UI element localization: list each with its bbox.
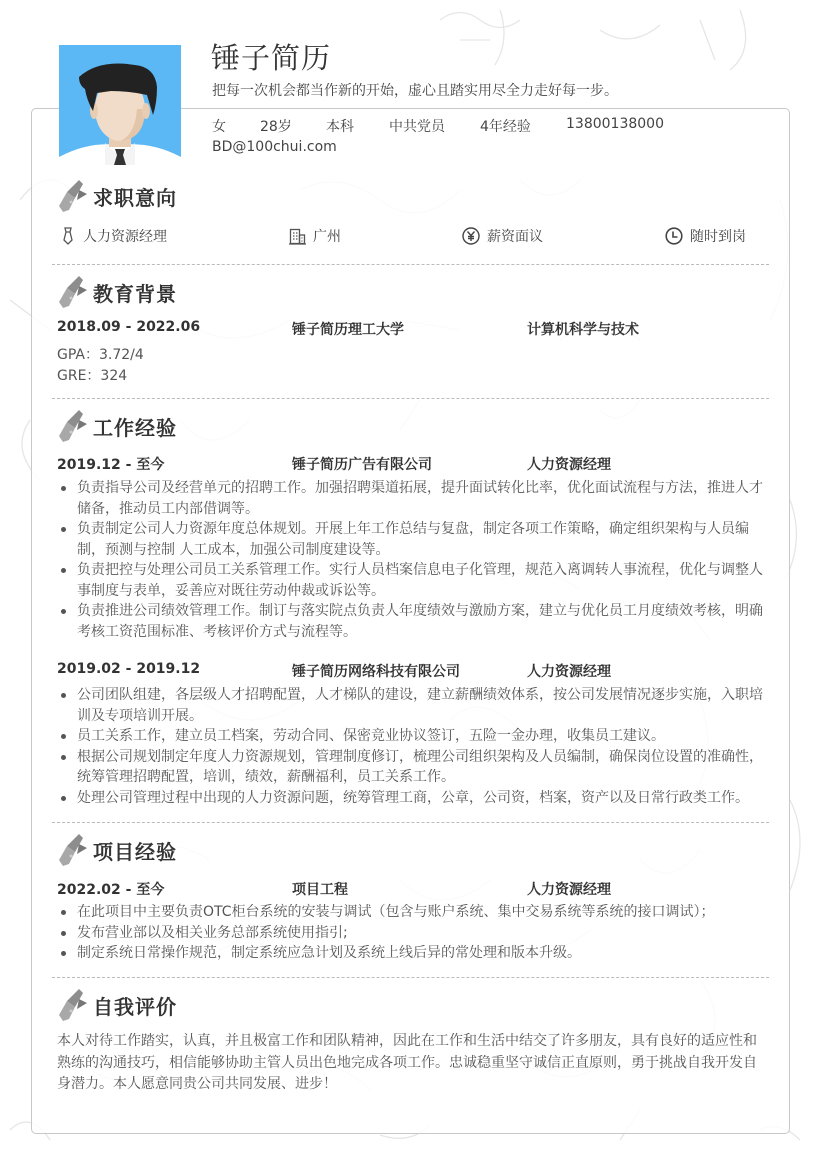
motto: 把每一次机会都当作新的开始，虚心且踏实用尽全力走好每一步。 [212, 83, 618, 99]
email[interactable]: BD@100chui.com [212, 139, 337, 155]
section-divider [52, 977, 769, 978]
intent-salary: 薪资面议 [462, 226, 543, 246]
intent-city: 广州 [289, 226, 341, 246]
gender: 女 [212, 119, 226, 135]
section-divider [52, 264, 769, 265]
candidate-name: 锤子简历 [211, 41, 332, 75]
section-title-project: 项目经验 [57, 832, 177, 868]
section-divider [52, 398, 769, 399]
section-title-intent: 求职意向 [57, 178, 177, 214]
project-duties [57, 902, 769, 964]
building-icon [289, 228, 306, 245]
degree: 本科 [326, 119, 354, 135]
age: 28岁 [260, 119, 292, 135]
yen-icon [462, 227, 480, 245]
list-item: 发布营业部以及相关业务总部系统使用指引; [57, 923, 769, 944]
phone[interactable]: 13800138000 [566, 116, 664, 132]
school-name: 锤子简历理工大学 [292, 322, 404, 338]
education-period: 2018.09 - 2022.06 [57, 319, 201, 335]
clock-icon [665, 227, 683, 245]
self-evaluation-text: 本人对待工作踏实，认真，并且极富工作和团队精神，因此在工作和生活中结交了许多朋友，具有良好的适应性和熟练的沟通技巧，相信能够协助主管人员出色地完成各项工作。忠诚稳重坚守诚信正直原则，勇于挑战自我开发自身潜力。本人愿意同贵公司共同发展、进步！ [57, 1033, 757, 1092]
experience-years: 4年经验 [480, 119, 531, 135]
pen-icon [57, 178, 91, 214]
pen-icon [57, 408, 91, 444]
job-role: 人力资源经理 [527, 664, 611, 680]
project-period: 2022.02 - 至今 [57, 882, 165, 898]
gre: GRE：324 [57, 368, 128, 384]
political-status: 中共党员 [389, 119, 445, 135]
job-role: 人力资源经理 [527, 457, 611, 473]
pen-icon [57, 832, 91, 868]
list-item: 负责制定公司人力资源年度总体规划。开展上年工作总结与复盘，制定各项工作策略，确定组织架构与人员编制，预测与控制 人工成本，加强公司制度建设等。 [57, 519, 769, 560]
list-item: 负责推进公司绩效管理工作。制订与落实院点负责人年度绩效与激励方案，建立与优化员工月度绩效考核，明确考核工资范围标准、考核评价方式与流程等。 [57, 601, 769, 642]
list-item: 公司团队组建，各层级人才招聘配置，人才梯队的建设，建立薪酬绩效体系，按公司发展情况逐步实施，入职培训及专项培训开展。 [57, 685, 769, 726]
gpa: GPA：3.72/4 [57, 347, 144, 363]
project-role: 人力资源经理 [527, 882, 611, 898]
list-item: 员工关系工作，建立员工档案，劳动合同、保密竞业协议签订，五险一金办理，收集员工建议。 [57, 726, 769, 747]
company-name: 锤子简历网络科技有限公司 [292, 664, 460, 680]
section-title-education: 教育背景 [57, 274, 177, 310]
job-2-duties [57, 685, 769, 808]
pen-icon [57, 987, 91, 1023]
intent-availability: 随时到岗 [665, 226, 746, 246]
list-item: 处理公司管理过程中出现的人力资源问题，统筹管理工商，公章，公司资，档案，资产以及日常行政类工作。 [57, 788, 769, 809]
list-item: 负责指导公司及经营单元的招聘工作。加强招聘渠道拓展，提升面试转化比率，优化面试流程与方法，推进人才储备，推动员工内部借调等。 [57, 478, 769, 519]
project-name: 项目工程 [292, 882, 348, 898]
job-period: 2019.02 - 2019.12 [57, 661, 201, 677]
section-title-work: 工作经验 [57, 408, 177, 444]
section-title-self: 自我评价 [57, 987, 177, 1023]
list-item: 根据公司规划制定年度人力资源规划，管理制度修订，梳理公司组织架构及人员编制，确保岗位设置的准确性，统筹管理招聘配置，培训，绩效，薪酬福利，员工关系工作。 [57, 747, 769, 788]
pen-icon [57, 274, 91, 310]
job-period: 2019.12 - 至今 [57, 457, 165, 473]
list-item: 在此项目中主要负责OTC柜台系统的安装与调试（包含与账户系统、集中交易系统等系统的接口调试）； [57, 902, 769, 923]
list-item: 负责把控与处理公司员工关系管理工作。实行人员档案信息电子化管理，规范入离调转人事流程，优化与调整人事制度与表单，妥善应对既往劳动仲裁或诉讼等。 [57, 560, 769, 601]
company-name: 锤子简历广告有限公司 [292, 457, 432, 473]
section-divider [52, 822, 769, 823]
list-item: 制定系统日常操作规范，制定系统应急计划及系统上线后异的常处理和版本升级。 [57, 943, 769, 964]
intent-position: 人力资源经理 [60, 226, 167, 246]
job-1-duties [57, 478, 769, 642]
major: 计算机科学与技术 [527, 322, 639, 338]
tie-icon [60, 227, 76, 245]
